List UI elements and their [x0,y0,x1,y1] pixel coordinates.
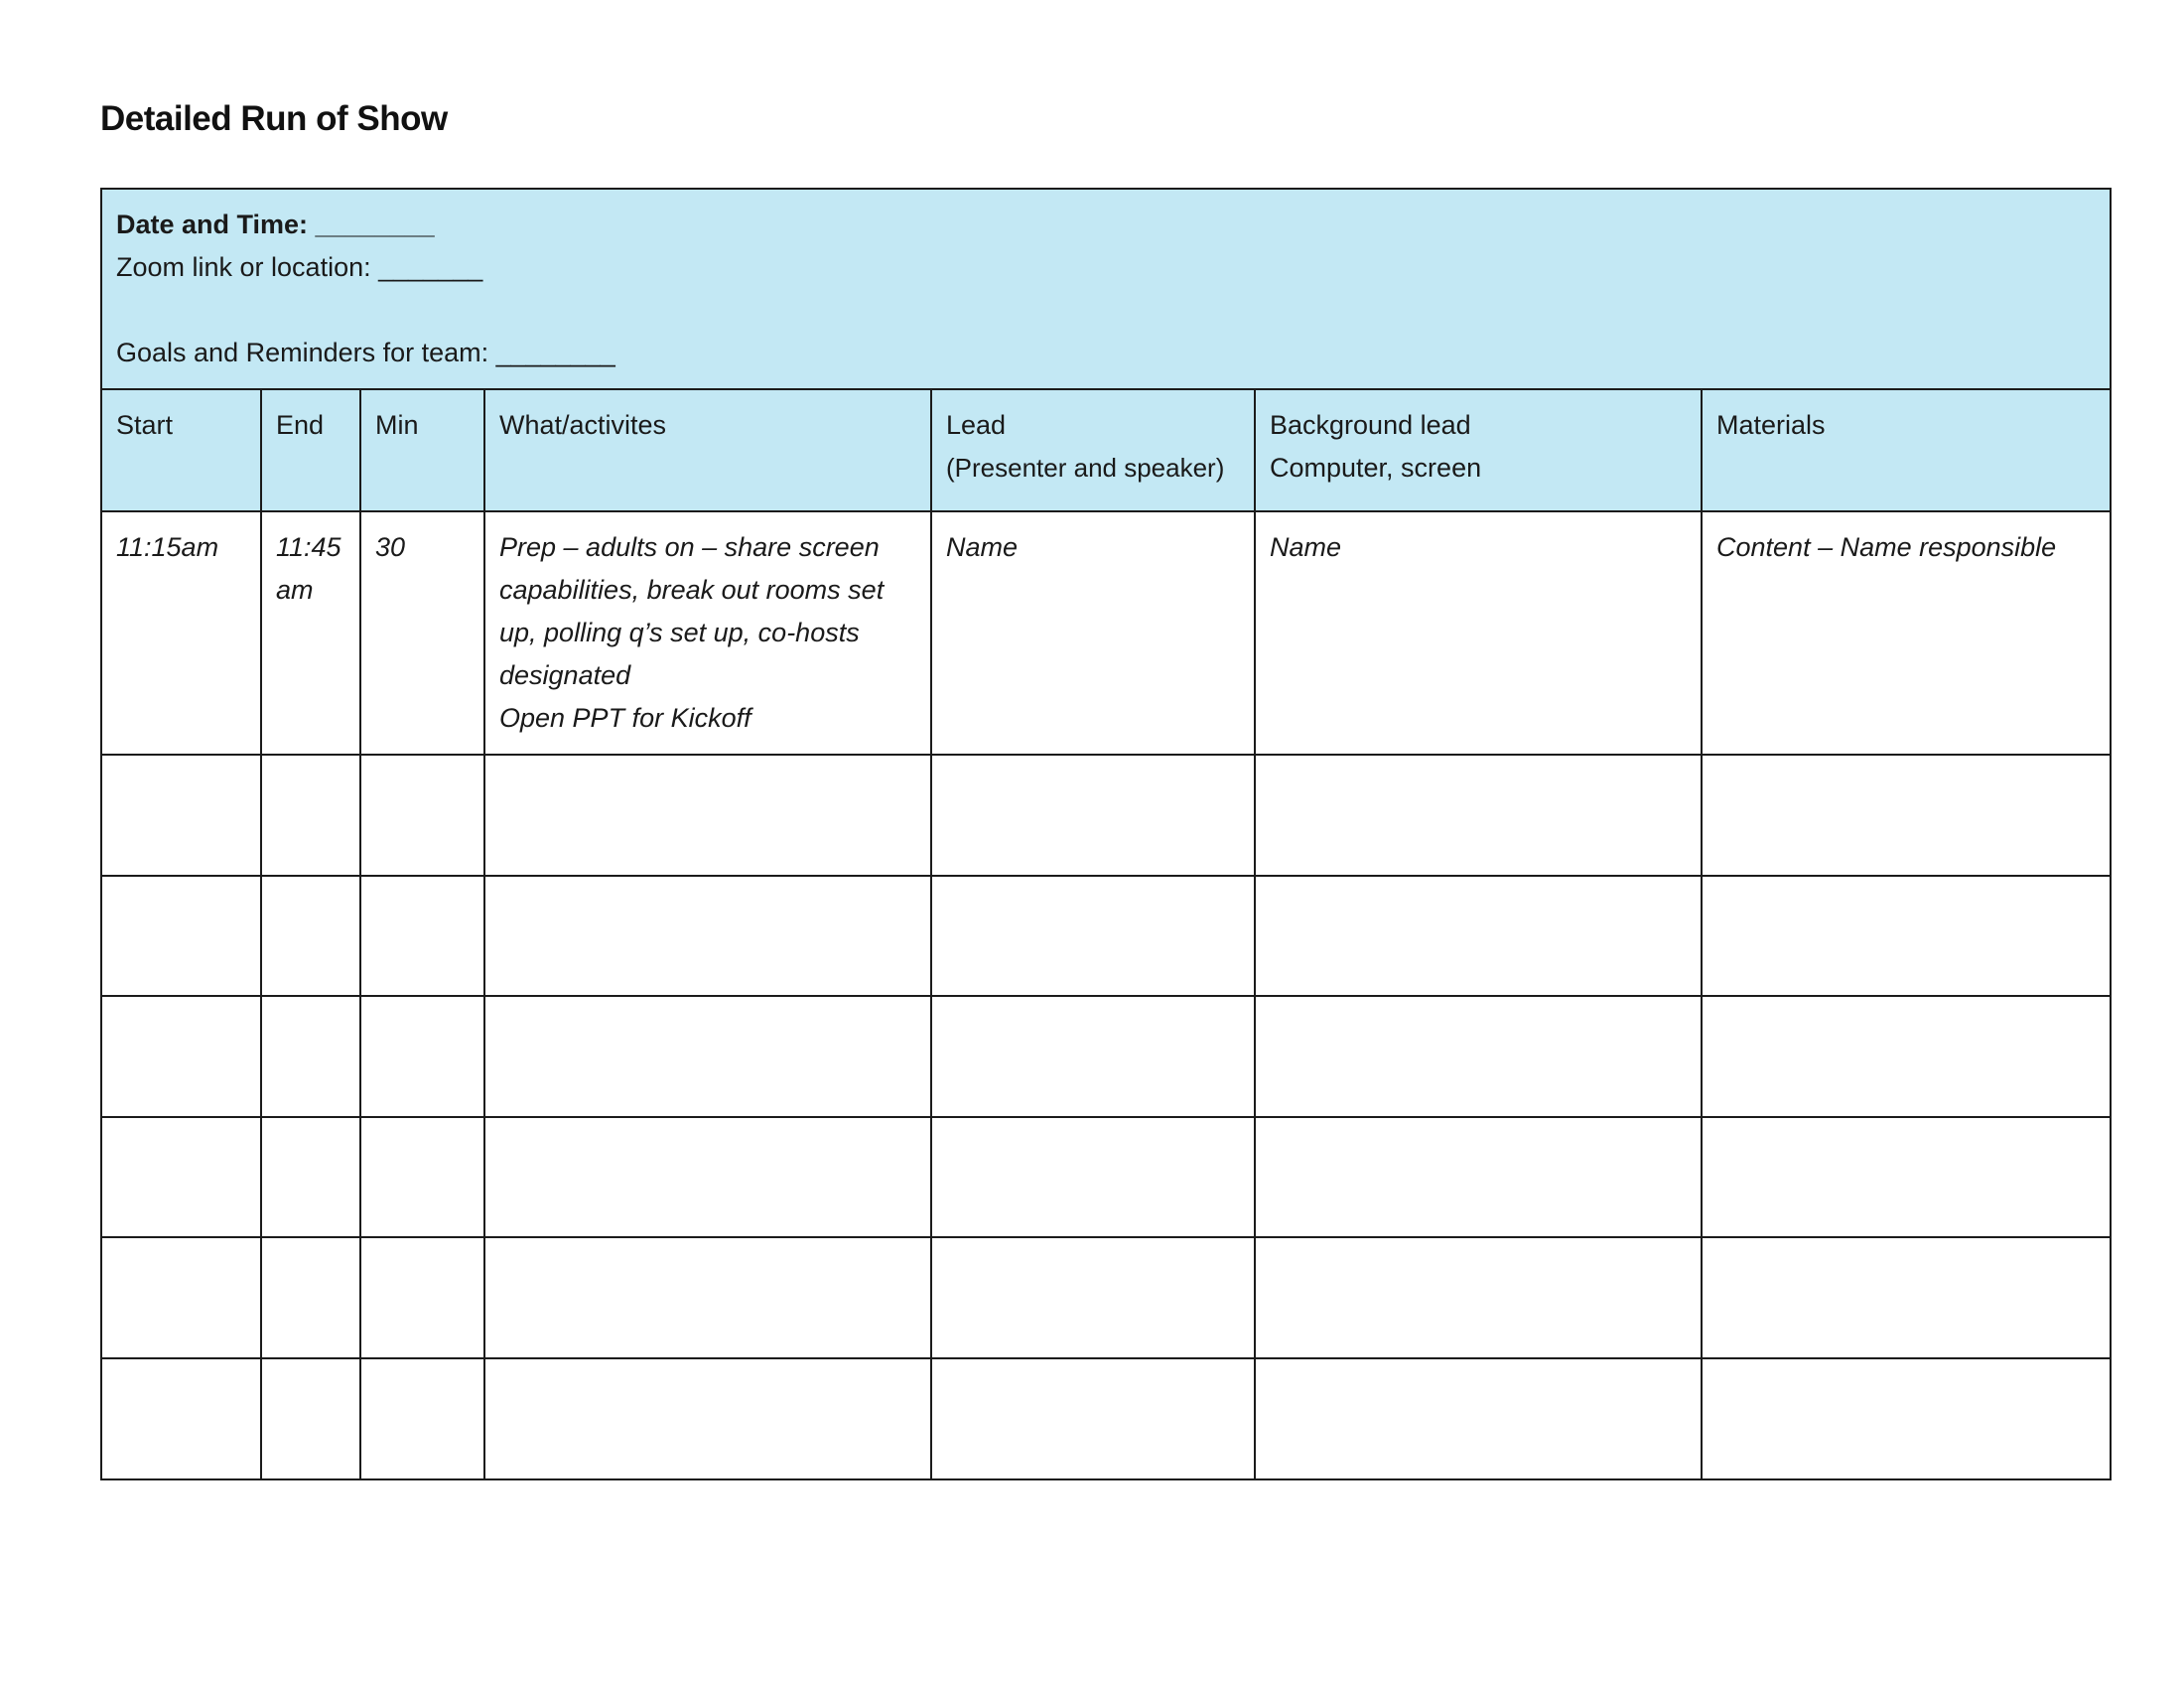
cell-min[interactable] [360,996,484,1117]
header-lead [931,389,1255,511]
cell-materials[interactable] [1702,1237,2111,1358]
header-label: End [276,410,325,440]
cell-what[interactable] [484,755,931,876]
cell-end[interactable] [261,876,360,997]
cell-start[interactable] [101,876,261,997]
table-row [101,511,2111,755]
header-sublabel: Computer, screen [1270,453,1482,483]
goals-field[interactable]: Goals and Reminders for team: ________ [116,338,615,367]
run-of-show-table [100,188,2112,1480]
cell-end[interactable] [261,996,360,1117]
header-what [484,389,931,511]
table-row [101,755,2111,876]
header-label: What/activites [499,410,667,440]
header-label: Start [116,410,174,440]
info-block[interactable] [101,189,2111,389]
cell-background-lead[interactable] [1255,1117,1702,1238]
cell-materials[interactable] [1702,996,2111,1117]
cell-lead[interactable] [931,1117,1255,1238]
cell-what[interactable] [484,1117,931,1238]
cell-end[interactable] [261,1117,360,1238]
cell-lead[interactable] [931,996,1255,1117]
cell-lead[interactable] [931,1358,1255,1479]
header-background-lead [1255,389,1702,511]
page-title: Detailed Run of Show [100,99,448,138]
header-label: Materials [1716,410,1826,440]
zoom-link-field[interactable]: Zoom link or location: _______ [116,252,483,282]
cell-min[interactable] [360,1237,484,1358]
table-row [101,876,2111,997]
cell-background-lead[interactable] [1255,996,1702,1117]
cell-lead[interactable] [931,876,1255,997]
cell-start[interactable] [101,755,261,876]
cell-materials[interactable]: Content – Name responsible [1702,511,2111,755]
cell-end[interactable]: 11:45 am [261,511,360,755]
spacer [116,289,2096,332]
date-time-field[interactable]: Date and Time: ________ [116,210,435,239]
header-min [360,389,484,511]
cell-what[interactable] [484,1358,931,1479]
header-sublabel: (Presenter and speaker) [946,453,1225,483]
table-row [101,1117,2111,1238]
cell-min[interactable] [360,1358,484,1479]
header-start [101,389,261,511]
cell-materials[interactable] [1702,876,2111,997]
cell-start[interactable]: 11:15am [101,511,261,755]
what-line: Prep – adults on – share screen capabilities, break out rooms set up, polling q’s set up, co-hosts designated [499,532,885,690]
cell-start[interactable] [101,1237,261,1358]
cell-min[interactable] [360,755,484,876]
cell-materials[interactable] [1702,755,2111,876]
cell-lead[interactable] [931,1237,1255,1358]
cell-end[interactable] [261,1237,360,1358]
cell-background-lead[interactable] [1255,1237,1702,1358]
cell-min[interactable] [360,876,484,997]
header-label: Lead [946,410,1007,440]
cell-min[interactable] [360,1117,484,1238]
cell-end[interactable] [261,1358,360,1479]
cell-background-lead[interactable]: Name [1255,511,1702,755]
cell-lead[interactable] [931,755,1255,876]
cell-background-lead[interactable] [1255,1358,1702,1479]
header-label: Background lead [1270,410,1471,440]
cell-start[interactable] [101,1358,261,1479]
cell-lead[interactable]: Name [931,511,1255,755]
header-end [261,389,360,511]
cell-what[interactable] [484,1237,931,1358]
table-row [101,1358,2111,1479]
cell-background-lead[interactable] [1255,876,1702,997]
table-row [101,1237,2111,1358]
cell-what[interactable] [484,996,931,1117]
cell-end[interactable] [261,755,360,876]
cell-background-lead[interactable] [1255,755,1702,876]
what-line: Open PPT for Kickoff [499,703,751,733]
header-label: Min [375,410,419,440]
cell-what[interactable] [484,511,931,755]
cell-materials[interactable] [1702,1117,2111,1238]
header-row [101,389,2111,511]
cell-start[interactable] [101,996,261,1117]
table-row [101,996,2111,1117]
header-materials [1702,389,2111,511]
cell-what[interactable] [484,876,931,997]
info-block-row [101,189,2111,389]
cell-min[interactable]: 30 [360,511,484,755]
cell-start[interactable] [101,1117,261,1238]
cell-materials[interactable] [1702,1358,2111,1479]
